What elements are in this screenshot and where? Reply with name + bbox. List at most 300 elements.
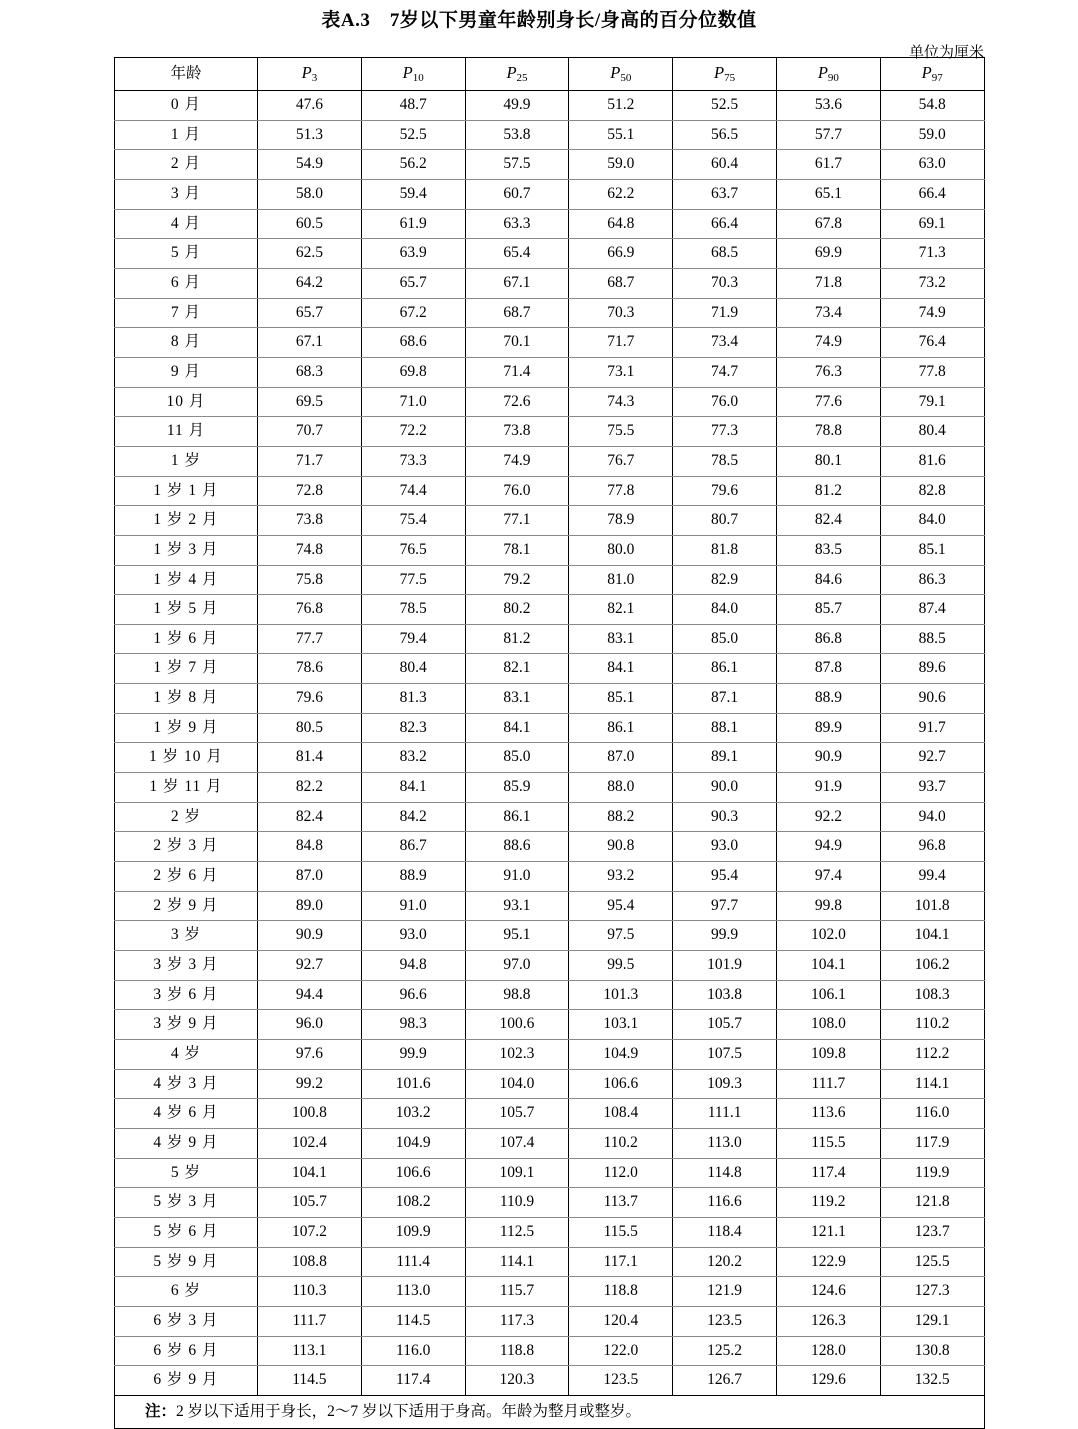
cell-p90: 61.7 [776, 150, 880, 180]
cell-p75: 120.2 [673, 1247, 777, 1277]
cell-p10: 84.2 [361, 802, 465, 832]
cell-p90: 53.6 [776, 91, 880, 121]
table-row [115, 862, 985, 892]
table-row [115, 476, 985, 506]
cell-p75: 99.9 [673, 921, 777, 951]
table-row [115, 328, 985, 358]
cell-p90: 78.8 [776, 417, 880, 447]
table-row [115, 802, 985, 832]
cell-age: 1 岁 [115, 446, 258, 476]
cell-age: 2 岁 [115, 802, 258, 832]
table-row [115, 535, 985, 565]
cell-p10: 98.3 [361, 1010, 465, 1040]
cell-p50: 118.8 [569, 1277, 673, 1307]
footnote-cell [115, 1395, 985, 1428]
percentile-table [114, 57, 985, 1429]
cell-p75: 63.7 [673, 179, 777, 209]
cell-age: 1 月 [115, 120, 258, 150]
cell-p90: 129.6 [776, 1366, 880, 1396]
table-row [115, 209, 985, 239]
cell-p90: 117.4 [776, 1158, 880, 1188]
cell-p75: 118.4 [673, 1217, 777, 1247]
cell-p90: 85.7 [776, 595, 880, 625]
cell-p50: 64.8 [569, 209, 673, 239]
cell-p3: 82.2 [258, 773, 362, 803]
cell-p97: 84.0 [880, 506, 984, 536]
cell-p25: 104.0 [465, 1069, 569, 1099]
cell-p3: 54.9 [258, 150, 362, 180]
cell-p90: 128.0 [776, 1336, 880, 1366]
cell-p10: 94.8 [361, 951, 465, 981]
table-row [115, 1099, 985, 1129]
cell-p75: 114.8 [673, 1158, 777, 1188]
footnote-text: 2 岁以下适用于身长，2～7 岁以下适用于身高。年龄为整月或整岁。 [176, 1402, 642, 1420]
cell-p10: 116.0 [361, 1336, 465, 1366]
cell-age: 5 岁 6 月 [115, 1217, 258, 1247]
cell-age: 2 月 [115, 150, 258, 180]
cell-age: 6 岁 [115, 1277, 258, 1307]
cell-p25: 102.3 [465, 1040, 569, 1070]
cell-age: 4 岁 [115, 1040, 258, 1070]
cell-p90: 97.4 [776, 862, 880, 892]
cell-p50: 68.7 [569, 268, 673, 298]
cell-p75: 81.8 [673, 535, 777, 565]
table-row [115, 595, 985, 625]
cell-p97: 79.1 [880, 387, 984, 417]
cell-p90: 99.8 [776, 891, 880, 921]
cell-p50: 51.2 [569, 91, 673, 121]
cell-p25: 68.7 [465, 298, 569, 328]
cell-p3: 72.8 [258, 476, 362, 506]
cell-p50: 103.1 [569, 1010, 673, 1040]
cell-p10: 59.4 [361, 179, 465, 209]
table-row [115, 951, 985, 981]
cell-age: 6 岁 3 月 [115, 1306, 258, 1336]
cell-p97: 71.3 [880, 239, 984, 269]
cell-p25: 80.2 [465, 595, 569, 625]
cell-p3: 67.1 [258, 328, 362, 358]
cell-age: 8 月 [115, 328, 258, 358]
cell-p90: 69.9 [776, 239, 880, 269]
cell-p50: 71.7 [569, 328, 673, 358]
cell-p25: 53.8 [465, 120, 569, 150]
cell-p75: 90.3 [673, 802, 777, 832]
cell-p3: 110.3 [258, 1277, 362, 1307]
cell-p3: 51.3 [258, 120, 362, 150]
cell-p3: 62.5 [258, 239, 362, 269]
cell-p97: 110.2 [880, 1010, 984, 1040]
cell-p25: 86.1 [465, 802, 569, 832]
cell-p75: 113.0 [673, 1128, 777, 1158]
cell-p10: 114.5 [361, 1306, 465, 1336]
table-row [115, 1366, 985, 1396]
cell-age: 5 月 [115, 239, 258, 269]
cell-p25: 85.0 [465, 743, 569, 773]
cell-p90: 106.1 [776, 980, 880, 1010]
cell-p75: 60.4 [673, 150, 777, 180]
cell-age: 1 岁 7 月 [115, 654, 258, 684]
cell-p97: 63.0 [880, 150, 984, 180]
cell-p10: 82.3 [361, 713, 465, 743]
cell-p50: 108.4 [569, 1099, 673, 1129]
cell-p25: 82.1 [465, 654, 569, 684]
table-row [115, 1040, 985, 1070]
cell-p3: 87.0 [258, 862, 362, 892]
cell-age: 4 岁 6 月 [115, 1099, 258, 1129]
cell-p25: 74.9 [465, 446, 569, 476]
cell-p10: 101.6 [361, 1069, 465, 1099]
cell-p10: 111.4 [361, 1247, 465, 1277]
cell-p10: 48.7 [361, 91, 465, 121]
cell-p25: 79.2 [465, 565, 569, 595]
cell-p3: 94.4 [258, 980, 362, 1010]
cell-p25: 88.6 [465, 832, 569, 862]
cell-p90: 108.0 [776, 1010, 880, 1040]
cell-age: 3 岁 6 月 [115, 980, 258, 1010]
cell-p75: 107.5 [673, 1040, 777, 1070]
cell-age: 4 岁 3 月 [115, 1069, 258, 1099]
cell-p97: 89.6 [880, 654, 984, 684]
table-row [115, 268, 985, 298]
cell-p50: 97.5 [569, 921, 673, 951]
cell-age: 1 岁 4 月 [115, 565, 258, 595]
cell-p97: 86.3 [880, 565, 984, 595]
table-row [115, 1217, 985, 1247]
cell-p25: 95.1 [465, 921, 569, 951]
table-row [115, 980, 985, 1010]
cell-p10: 113.0 [361, 1277, 465, 1307]
cell-p97: 104.1 [880, 921, 984, 951]
cell-p3: 58.0 [258, 179, 362, 209]
cell-p75: 93.0 [673, 832, 777, 862]
cell-p25: 84.1 [465, 713, 569, 743]
table-row [115, 1158, 985, 1188]
cell-p3: 78.6 [258, 654, 362, 684]
cell-p3: 104.1 [258, 1158, 362, 1188]
cell-p75: 111.1 [673, 1099, 777, 1129]
cell-p3: 75.8 [258, 565, 362, 595]
cell-age: 1 岁 8 月 [115, 684, 258, 714]
cell-p50: 83.1 [569, 624, 673, 654]
cell-p3: 111.7 [258, 1306, 362, 1336]
cell-age: 1 岁 1 月 [115, 476, 258, 506]
cell-p10: 79.4 [361, 624, 465, 654]
table-row [115, 239, 985, 269]
cell-p75: 87.1 [673, 684, 777, 714]
cell-p90: 81.2 [776, 476, 880, 506]
cell-p3: 77.7 [258, 624, 362, 654]
cell-p97: 121.8 [880, 1188, 984, 1218]
cell-p50: 75.5 [569, 417, 673, 447]
cell-p3: 70.7 [258, 417, 362, 447]
cell-p50: 77.8 [569, 476, 673, 506]
table-body [115, 91, 985, 1396]
cell-p90: 126.3 [776, 1306, 880, 1336]
cell-p3: 76.8 [258, 595, 362, 625]
cell-p10: 117.4 [361, 1366, 465, 1396]
cell-p10: 69.8 [361, 357, 465, 387]
table-row [115, 298, 985, 328]
cell-p3: 97.6 [258, 1040, 362, 1070]
cell-p75: 101.9 [673, 951, 777, 981]
table-row [115, 91, 985, 121]
cell-p10: 108.2 [361, 1188, 465, 1218]
cell-p3: 108.8 [258, 1247, 362, 1277]
cell-p90: 83.5 [776, 535, 880, 565]
cell-p75: 66.4 [673, 209, 777, 239]
cell-age: 3 岁 [115, 921, 258, 951]
cell-p50: 74.3 [569, 387, 673, 417]
cell-age: 3 岁 3 月 [115, 951, 258, 981]
cell-p3: 80.5 [258, 713, 362, 743]
cell-p75: 125.2 [673, 1336, 777, 1366]
cell-p25: 98.8 [465, 980, 569, 1010]
cell-p10: 72.2 [361, 417, 465, 447]
cell-p90: 94.9 [776, 832, 880, 862]
table-row [115, 1336, 985, 1366]
cell-age: 1 岁 9 月 [115, 713, 258, 743]
cell-p10: 52.5 [361, 120, 465, 150]
column-header-age: 年龄 [115, 58, 258, 91]
cell-p97: 92.7 [880, 743, 984, 773]
cell-p3: 60.5 [258, 209, 362, 239]
cell-p25: 117.3 [465, 1306, 569, 1336]
table-row [115, 150, 985, 180]
cell-p50: 66.9 [569, 239, 673, 269]
cell-p10: 109.9 [361, 1217, 465, 1247]
cell-p50: 93.2 [569, 862, 673, 892]
cell-p50: 55.1 [569, 120, 673, 150]
table-row [115, 713, 985, 743]
cell-p10: 68.6 [361, 328, 465, 358]
column-header-p75: $P_{75}$ [673, 58, 777, 91]
cell-p10: 103.2 [361, 1099, 465, 1129]
cell-p10: 84.1 [361, 773, 465, 803]
cell-p25: 78.1 [465, 535, 569, 565]
cell-p90: 122.9 [776, 1247, 880, 1277]
cell-age: 10 月 [115, 387, 258, 417]
cell-age: 3 月 [115, 179, 258, 209]
cell-p90: 87.8 [776, 654, 880, 684]
cell-p97: 123.7 [880, 1217, 984, 1247]
cell-p75: 73.4 [673, 328, 777, 358]
cell-p25: 114.1 [465, 1247, 569, 1277]
cell-p97: 91.7 [880, 713, 984, 743]
cell-p3: 102.4 [258, 1128, 362, 1158]
cell-p90: 65.1 [776, 179, 880, 209]
cell-p97: 85.1 [880, 535, 984, 565]
table-row [115, 120, 985, 150]
cell-p97: 87.4 [880, 595, 984, 625]
cell-age: 4 月 [115, 209, 258, 239]
cell-p97: 127.3 [880, 1277, 984, 1307]
cell-p50: 70.3 [569, 298, 673, 328]
cell-p75: 78.5 [673, 446, 777, 476]
cell-p25: 110.9 [465, 1188, 569, 1218]
cell-p75: 126.7 [673, 1366, 777, 1396]
cell-p3: 90.9 [258, 921, 362, 951]
cell-p10: 63.9 [361, 239, 465, 269]
cell-p97: 54.8 [880, 91, 984, 121]
cell-p75: 76.0 [673, 387, 777, 417]
cell-p50: 80.0 [569, 535, 673, 565]
cell-p25: 77.1 [465, 506, 569, 536]
cell-p50: 78.9 [569, 506, 673, 536]
cell-p90: 92.2 [776, 802, 880, 832]
cell-p10: 86.7 [361, 832, 465, 862]
cell-p3: 69.5 [258, 387, 362, 417]
cell-p3: 71.7 [258, 446, 362, 476]
cell-age: 1 岁 10 月 [115, 743, 258, 773]
cell-p50: 90.8 [569, 832, 673, 862]
table-row [115, 417, 985, 447]
table-row [115, 743, 985, 773]
table-row [115, 1128, 985, 1158]
cell-p75: 88.1 [673, 713, 777, 743]
cell-p10: 91.0 [361, 891, 465, 921]
cell-p97: 82.8 [880, 476, 984, 506]
cell-p90: 84.6 [776, 565, 880, 595]
table-row [115, 357, 985, 387]
column-header-p90: $P_{90}$ [776, 58, 880, 91]
cell-p50: 117.1 [569, 1247, 673, 1277]
cell-p10: 106.6 [361, 1158, 465, 1188]
table-row [115, 1069, 985, 1099]
cell-p25: 60.7 [465, 179, 569, 209]
footnote-row [115, 1395, 985, 1428]
cell-p75: 52.5 [673, 91, 777, 121]
cell-p10: 96.6 [361, 980, 465, 1010]
cell-p50: 86.1 [569, 713, 673, 743]
cell-p50: 76.7 [569, 446, 673, 476]
cell-p97: 76.4 [880, 328, 984, 358]
cell-p50: 88.2 [569, 802, 673, 832]
cell-p90: 111.7 [776, 1069, 880, 1099]
cell-age: 4 岁 9 月 [115, 1128, 258, 1158]
cell-p50: 87.0 [569, 743, 673, 773]
column-header-p10: $P_{10}$ [361, 58, 465, 91]
cell-p25: 97.0 [465, 951, 569, 981]
cell-age: 3 岁 9 月 [115, 1010, 258, 1040]
cell-p50: 99.5 [569, 951, 673, 981]
cell-p50: 104.9 [569, 1040, 673, 1070]
table-row [115, 773, 985, 803]
cell-p50: 59.0 [569, 150, 673, 180]
cell-p25: 49.9 [465, 91, 569, 121]
cell-p90: 119.2 [776, 1188, 880, 1218]
cell-p75: 103.8 [673, 980, 777, 1010]
cell-p50: 106.6 [569, 1069, 673, 1099]
cell-p90: 57.7 [776, 120, 880, 150]
cell-p97: 73.2 [880, 268, 984, 298]
cell-p97: 94.0 [880, 802, 984, 832]
cell-p97: 132.5 [880, 1366, 984, 1396]
cell-p10: 99.9 [361, 1040, 465, 1070]
cell-p90: 104.1 [776, 951, 880, 981]
cell-p50: 101.3 [569, 980, 673, 1010]
cell-p3: 100.8 [258, 1099, 362, 1129]
cell-p25: 71.4 [465, 357, 569, 387]
cell-p75: 90.0 [673, 773, 777, 803]
cell-p90: 124.6 [776, 1277, 880, 1307]
cell-p50: 112.0 [569, 1158, 673, 1188]
cell-p90: 77.6 [776, 387, 880, 417]
cell-p3: 84.8 [258, 832, 362, 862]
column-header-p50: $P_{50}$ [569, 58, 673, 91]
cell-p97: 112.2 [880, 1040, 984, 1070]
cell-p3: 99.2 [258, 1069, 362, 1099]
cell-p75: 97.7 [673, 891, 777, 921]
table-row [115, 565, 985, 595]
cell-p90: 80.1 [776, 446, 880, 476]
unit-note: 单位为厘米 [908, 45, 984, 61]
cell-age: 5 岁 [115, 1158, 258, 1188]
cell-p75: 79.6 [673, 476, 777, 506]
cell-p3: 79.6 [258, 684, 362, 714]
cell-p97: 99.4 [880, 862, 984, 892]
cell-p97: 106.2 [880, 951, 984, 981]
cell-p50: 110.2 [569, 1128, 673, 1158]
cell-p75: 74.7 [673, 357, 777, 387]
cell-p50: 81.0 [569, 565, 673, 595]
cell-p75: 123.5 [673, 1306, 777, 1336]
cell-p10: 61.9 [361, 209, 465, 239]
cell-age: 2 岁 6 月 [115, 862, 258, 892]
table-row [115, 179, 985, 209]
cell-age: 6 岁 6 月 [115, 1336, 258, 1366]
cell-p75: 85.0 [673, 624, 777, 654]
cell-p75: 56.5 [673, 120, 777, 150]
cell-p10: 67.2 [361, 298, 465, 328]
cell-p25: 118.8 [465, 1336, 569, 1366]
cell-p97: 125.5 [880, 1247, 984, 1277]
cell-p25: 85.9 [465, 773, 569, 803]
cell-p10: 73.3 [361, 446, 465, 476]
table-row [115, 1188, 985, 1218]
cell-p97: 88.5 [880, 624, 984, 654]
cell-p90: 71.8 [776, 268, 880, 298]
cell-p75: 116.6 [673, 1188, 777, 1218]
cell-p50: 95.4 [569, 891, 673, 921]
cell-p97: 101.8 [880, 891, 984, 921]
table-row [115, 1247, 985, 1277]
cell-p97: 66.4 [880, 179, 984, 209]
cell-p97: 130.8 [880, 1336, 984, 1366]
cell-p25: 109.1 [465, 1158, 569, 1188]
cell-p90: 86.8 [776, 624, 880, 654]
table-row [115, 624, 985, 654]
cell-p25: 105.7 [465, 1099, 569, 1129]
cell-age: 5 岁 9 月 [115, 1247, 258, 1277]
cell-p10: 76.5 [361, 535, 465, 565]
cell-p97: 117.9 [880, 1128, 984, 1158]
cell-p10: 56.2 [361, 150, 465, 180]
cell-p90: 91.9 [776, 773, 880, 803]
cell-p10: 88.9 [361, 862, 465, 892]
cell-p97: 69.1 [880, 209, 984, 239]
cell-p25: 115.7 [465, 1277, 569, 1307]
table-row [115, 446, 985, 476]
table-row [115, 506, 985, 536]
cell-p97: 114.1 [880, 1069, 984, 1099]
cell-p25: 63.3 [465, 209, 569, 239]
cell-p90: 113.6 [776, 1099, 880, 1129]
cell-p25: 72.6 [465, 387, 569, 417]
cell-age: 1 岁 2 月 [115, 506, 258, 536]
cell-p3: 96.0 [258, 1010, 362, 1040]
cell-p97: 96.8 [880, 832, 984, 862]
cell-p75: 89.1 [673, 743, 777, 773]
